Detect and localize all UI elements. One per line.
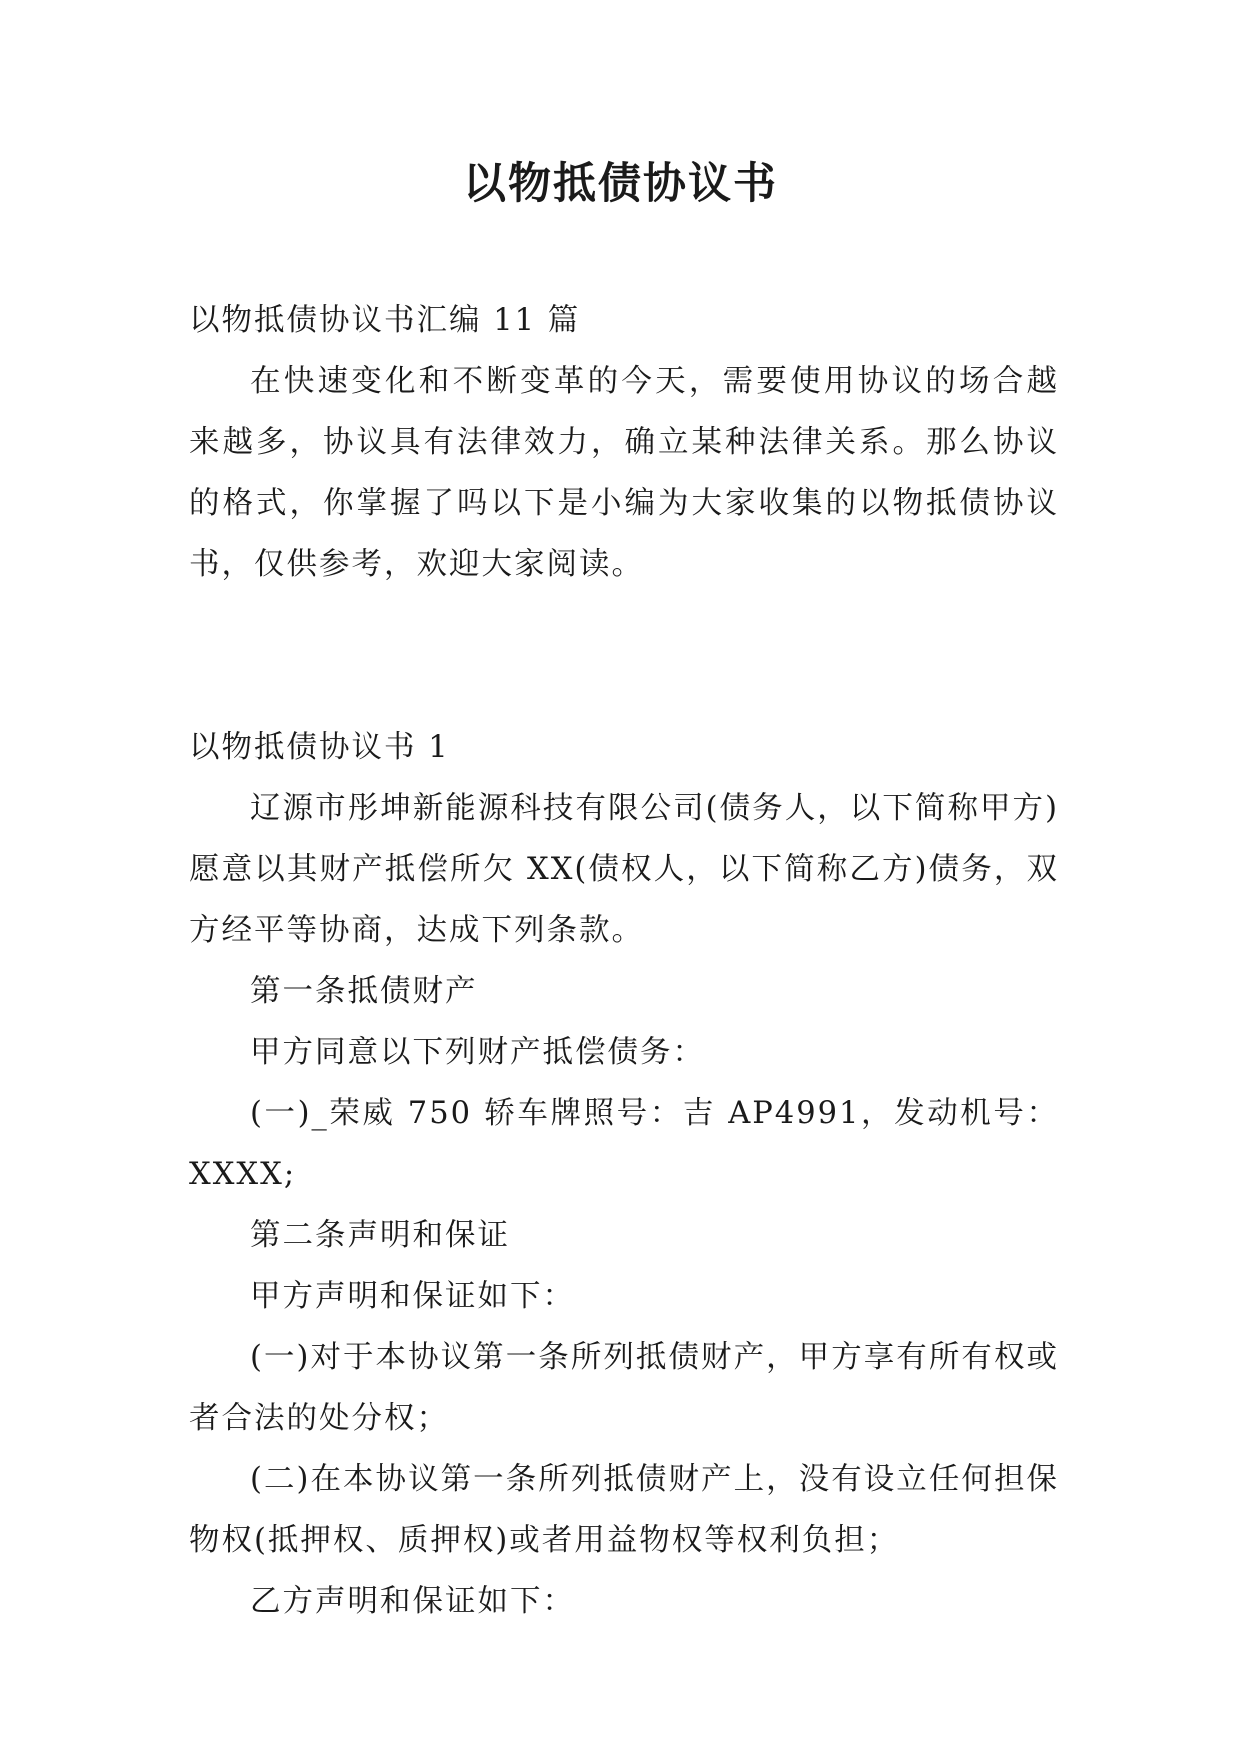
article-two-heading: 第二条声明和保证 — [250, 1218, 510, 1253]
document-body — [189, 290, 1059, 1632]
article-one-item-1: (一)_荣威 750 轿车牌照号：吉 AP4991，发动机号：XXXX; — [189, 1096, 1059, 1192]
agreement-preamble: 辽源市彤坤新能源科技有限公司(债务人，以下简称甲方)愿意以其财产抵偿所欠 XX(债权人，以下简称乙方)债务，双方经平等协商，达成下列条款。 — [189, 791, 1059, 948]
section-gap — [189, 595, 1059, 717]
party-a-item-1: (一)对于本协议第一条所列抵债财产，甲方享有所有权或者合法的处分权； — [189, 1340, 1059, 1436]
party-a-item-2: (二)在本协议第一条所列抵债财产上，没有设立任何担保物权(抵押权、质押权)或者用益物权等权利负担； — [189, 1462, 1059, 1558]
party-a-statement: 甲方声明和保证如下： — [250, 1279, 575, 1314]
document-title: 以物抵债协议书 — [463, 159, 778, 209]
article-one-text: 甲方同意以下列财产抵偿债务： — [250, 1035, 705, 1070]
party-b-statement: 乙方声明和保证如下： — [250, 1584, 575, 1619]
collection-heading: 以物抵债协议书汇编 11 篇 — [189, 303, 581, 338]
article-one-heading: 第一条抵债财产 — [250, 974, 478, 1009]
intro-paragraph: 在快速变化和不断变革的今天，需要使用协议的场合越来越多，协议具有法律效力，确立某种法律关系。那么协议的格式，你掌握了吗以下是小编为大家收集的以物抵债协议书，仅供参考，欢迎大家阅读。 — [189, 364, 1059, 582]
section-heading: 以物抵债协议书 1 — [189, 730, 450, 765]
